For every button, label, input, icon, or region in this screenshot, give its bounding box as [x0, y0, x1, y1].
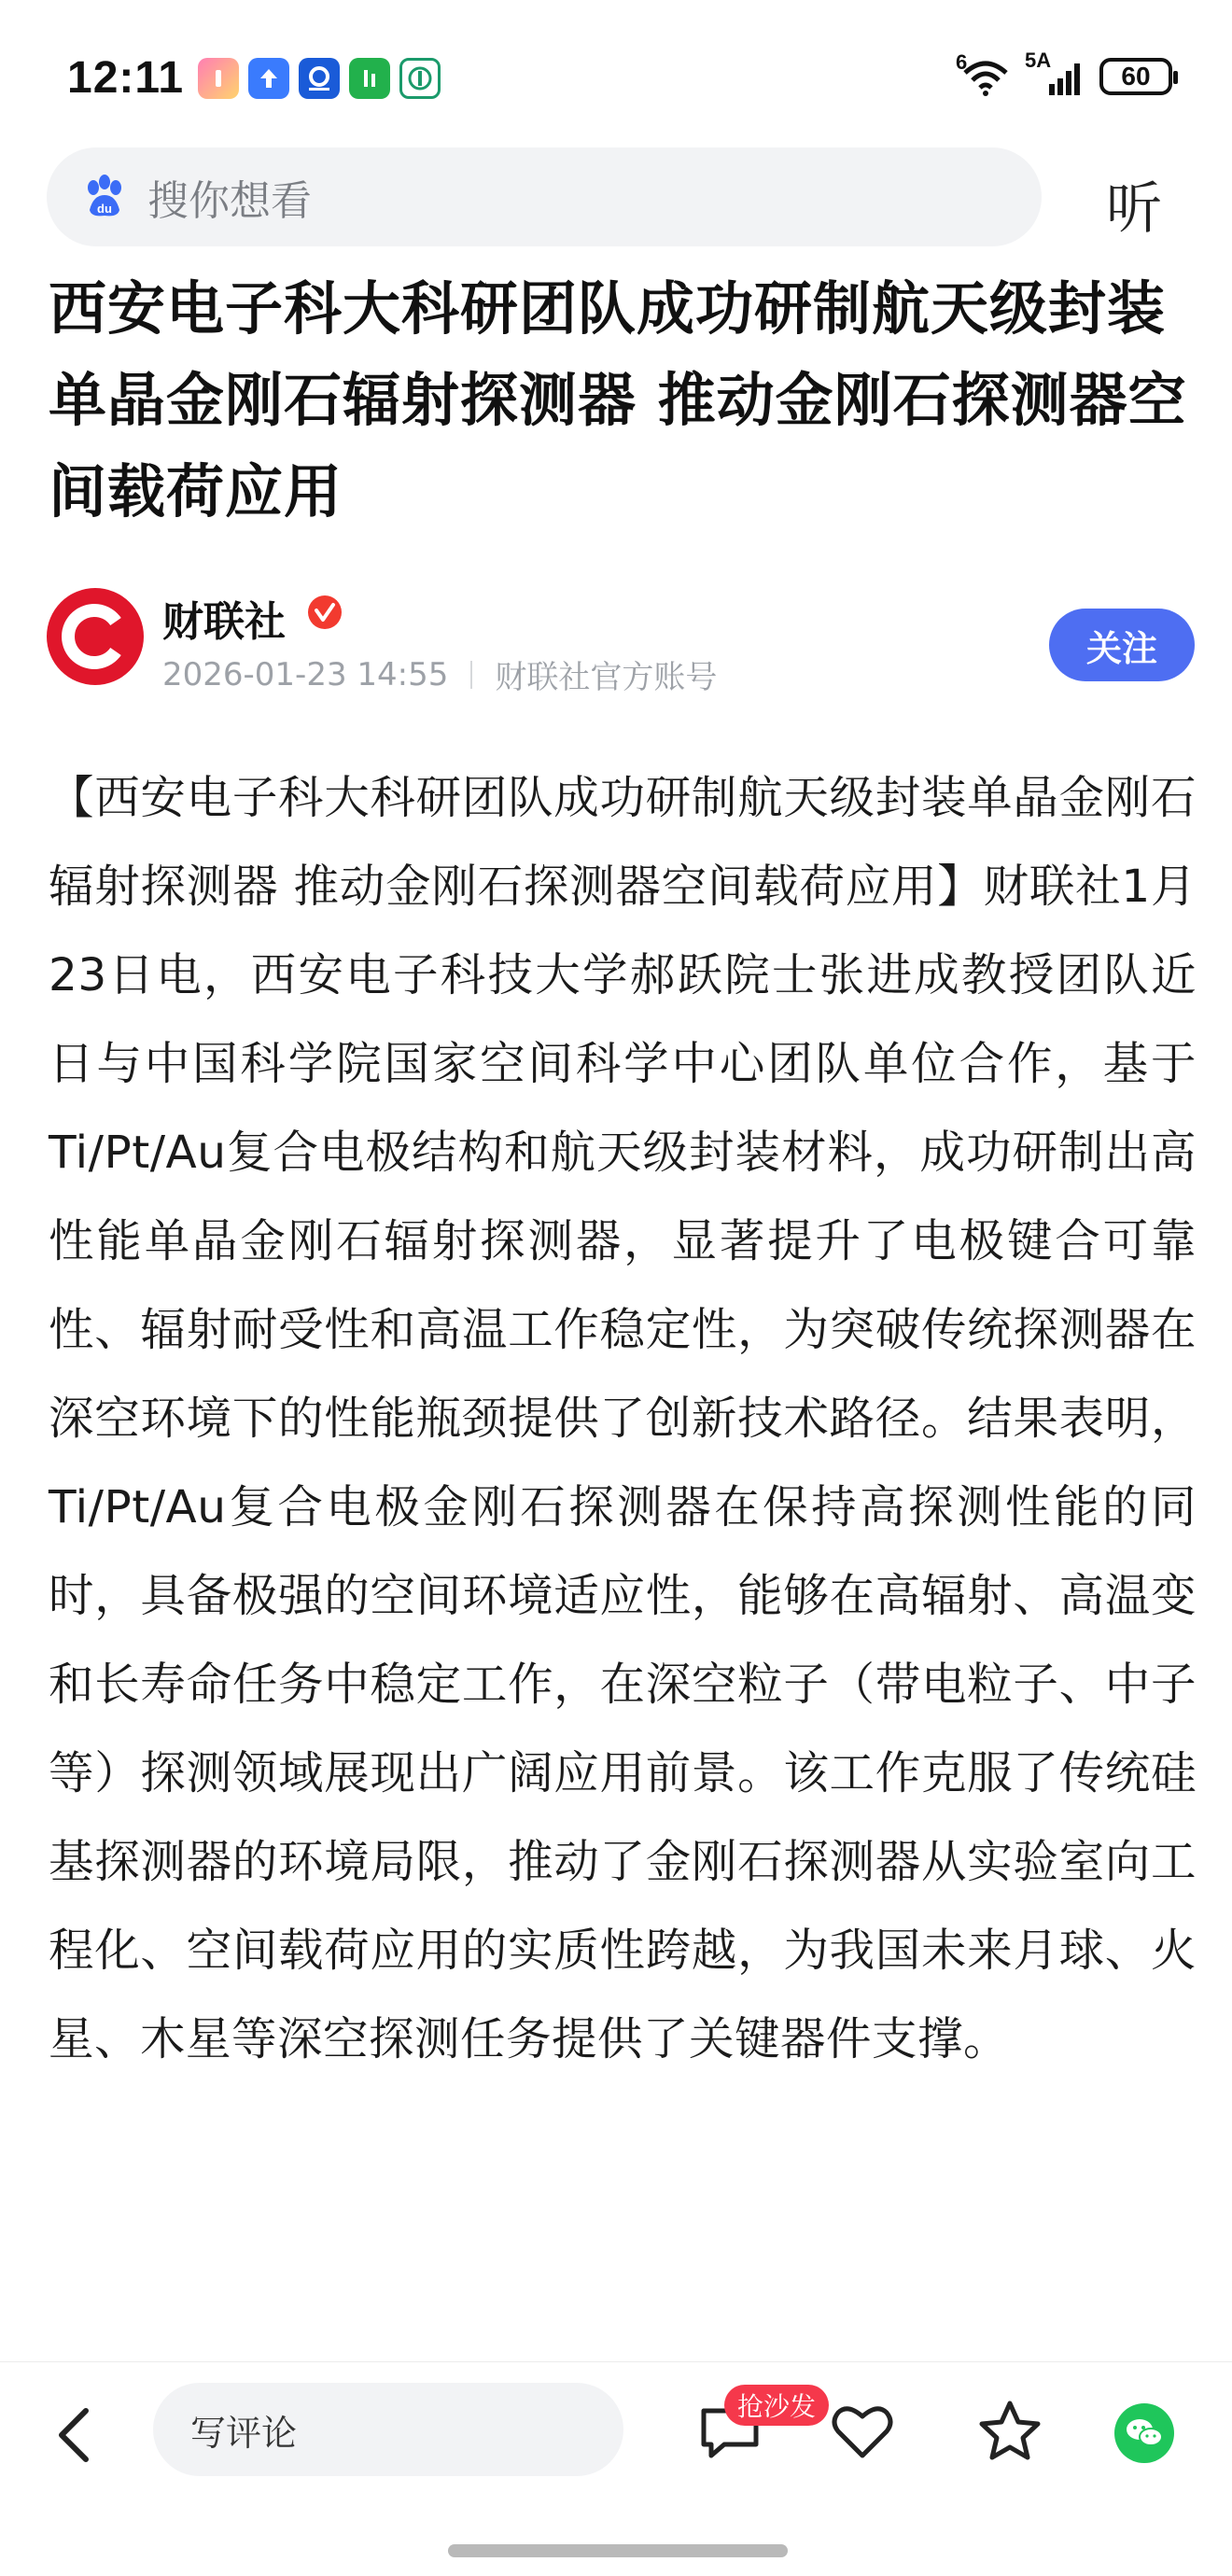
- baidu-paw-icon: [80, 173, 129, 221]
- status-time: 12:11: [67, 53, 185, 103]
- wechat-glyph-icon: [1114, 2403, 1174, 2463]
- comment-input[interactable]: [153, 2383, 623, 2476]
- article-body: 【西安电子科大科研团队成功研制航天级封装单晶金刚石辐射探测器 推动金刚石探测器空间载荷应用】财联社1月23日电，西安电子科技大学郝跃院士张进成教授团队近日与中国科学院国家空间科学中心团队单位合作，基于Ti/Pt/Au复合电极结构和航天级封装材料，成功研制出高性能单晶金刚石辐射探测器，显著提升了电极键合可靠性、辐射耐受性和高温工作稳定性，为突破传统探测器在深空环境下的性能瓶颈提供了创新技术路径。结果表明，Ti/Pt/Au复合电极金刚石探测器在保持高探测性能的同时，具备极强的空间环境适应性，能够在高辐射、高温变和长寿命任务中稳定工作，在深空粒子（带电粒子、中子等）探测领域展现出广阔应用前景。该工作克服了传统硅基探测器的环境局限，推动了金刚石探测器从实验室向工程化、空间载荷应用的实质性跨越，为我国未来月球、火星、木星等深空探测任务提供了关键器件支撑。: [49, 772, 1197, 2065]
- favorite-icon[interactable]: [976, 2398, 1043, 2465]
- green-app-icon: [349, 58, 390, 99]
- follow-button[interactable]: 关注: [1049, 609, 1195, 681]
- bottom-action-bar: [0, 2361, 1232, 2502]
- svg-text:du: du: [97, 202, 112, 216]
- agri-bank-icon: [399, 58, 441, 99]
- bank-app-icon: [299, 58, 340, 99]
- wifi-icon: [956, 50, 1012, 97]
- upload-app-icon: [248, 58, 289, 99]
- search-bar[interactable]: [47, 147, 1042, 246]
- wechat-share-icon[interactable]: [1114, 2403, 1174, 2463]
- author-row: [47, 588, 1195, 700]
- back-icon[interactable]: [49, 2401, 101, 2469]
- listen-button[interactable]: 听: [1106, 176, 1162, 242]
- wifi-label: 6: [956, 50, 968, 74]
- search-placeholder: 搜你想看: [147, 177, 312, 225]
- status-indicators: [956, 49, 1172, 97]
- account-type: 财联社官方账号: [495, 659, 718, 696]
- status-bar: [0, 0, 1232, 140]
- author-meta: [162, 651, 717, 697]
- verified-icon: [306, 594, 343, 631]
- home-indicator[interactable]: [448, 2544, 788, 2557]
- battery-indicator: 60: [1099, 58, 1172, 95]
- signal-icon: [1025, 49, 1086, 97]
- meta-divider: [470, 661, 472, 689]
- network-label: 5A: [1025, 49, 1052, 72]
- article-title: 西安电子科大科研团队成功研制航天级封装单晶金刚石辐射探测器 推动金刚石探测器空间载荷应用: [49, 274, 1187, 525]
- comment-placeholder: 写评论: [190, 2412, 298, 2454]
- cailianshe-logo-icon[interactable]: [47, 588, 144, 685]
- like-icon[interactable]: [829, 2398, 896, 2465]
- sofa-badge: 抢沙发: [724, 2385, 829, 2426]
- app-icon-pink: [198, 58, 239, 99]
- publish-datetime: 2026-01-23 14:55: [162, 655, 449, 693]
- notification-icons: [198, 58, 441, 99]
- author-name[interactable]: 财联社: [162, 598, 286, 646]
